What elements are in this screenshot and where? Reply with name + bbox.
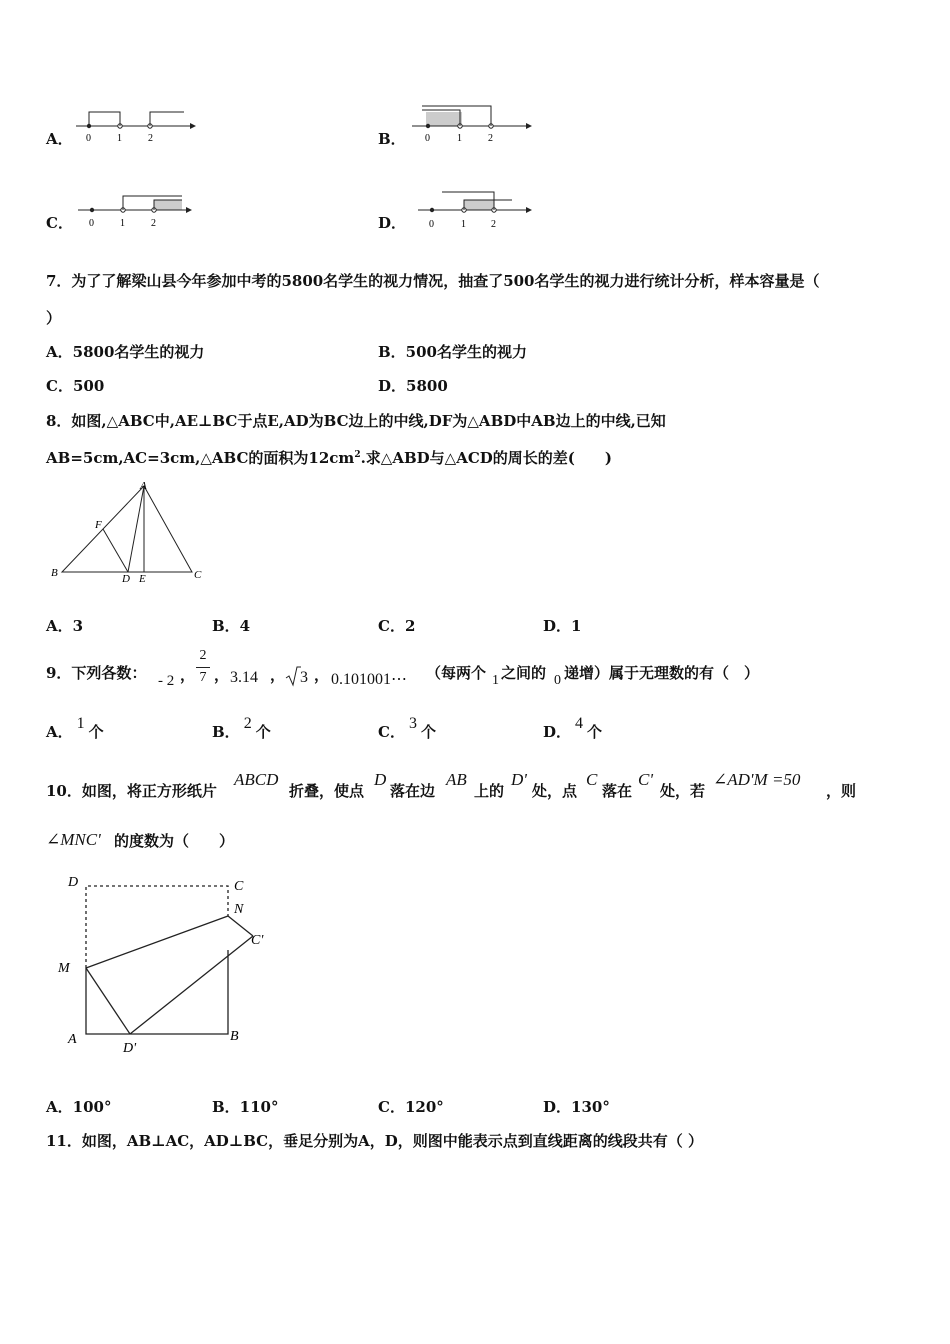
q9-sqrt-sign	[285, 665, 301, 687]
q6-a-tick-2: 2	[148, 133, 153, 144]
q10-math-d-prime: D'	[511, 770, 527, 789]
q10-math-c: C	[586, 770, 598, 789]
q8-line-2-main: AB=5cm,AC=3cm,△ABC的面积为12cm	[46, 449, 355, 467]
q9-option-a[interactable]	[46, 715, 104, 742]
q8-label-f: F	[95, 519, 102, 531]
q9-option-b-letter: B．	[212, 723, 240, 741]
q10-option-c[interactable]: C．120°	[378, 1098, 444, 1116]
q9-note-part-c: 递增）属于无理数的有（ ）	[564, 664, 760, 682]
q7-question-line-2: ）	[46, 309, 62, 327]
q6-option-c-label[interactable]: C．	[46, 214, 73, 232]
q8-option-d[interactable]: D．1	[543, 617, 582, 635]
q6-option-d-label[interactable]: D．	[378, 214, 407, 232]
q8-question-line-1: 8．如图,△ABC中,AE⊥BC于点E,AD为BC边上的中线,DF为△ABD中AB边上的中线,已知	[46, 412, 666, 430]
q9-option-a-letter: A．	[46, 723, 73, 741]
q10-label-m: M	[58, 961, 70, 976]
q8-label-e: E	[139, 573, 146, 585]
q7-option-b[interactable]: B．500名学生的视力	[378, 343, 527, 361]
q10-option-a[interactable]: A．100°	[46, 1098, 112, 1116]
q9-sep-4: ，	[314, 666, 330, 684]
q10-text-6: 落在	[602, 782, 633, 800]
q9-option-b[interactable]	[212, 715, 271, 742]
q9-option-b-number: 2	[243, 715, 252, 732]
q10-option-b[interactable]: B．110°	[212, 1098, 279, 1116]
q8-option-c[interactable]: C．2	[378, 617, 416, 635]
q6-b-tick-1: 1	[457, 133, 462, 144]
q9-note-part-b: 之间的	[501, 664, 547, 682]
q6-d-tick-2: 2	[491, 219, 496, 230]
q6-c-tick-2: 2	[151, 218, 156, 229]
q10-label-c-prime: C'	[251, 933, 264, 948]
q7-question-line-1: 7．为了了解梁山县今年参加中考的5800名学生的视力情况，抽查了500名学生的视力进行统计分析，样本容量是（	[46, 272, 820, 290]
q10-label-n: N	[234, 902, 244, 917]
q6-d-tick-1: 1	[461, 219, 466, 230]
q8-label-a: A	[140, 480, 147, 492]
q10-label-d: D	[68, 875, 79, 890]
q9-option-a-number: 1	[76, 715, 85, 732]
q8-label-d: D	[122, 573, 130, 585]
q6-b-tick-2: 2	[488, 133, 493, 144]
q10-math-c-prime: C'	[638, 770, 653, 789]
q9-sep-1: ，	[180, 666, 196, 684]
q10-math-abcd: ABCD	[234, 770, 279, 789]
q10-square-figure	[50, 868, 280, 1058]
q10-text-9: 的度数为（ ）	[114, 832, 235, 850]
q10-option-d[interactable]: D．130°	[543, 1098, 610, 1116]
q9-option-b-unit: 个	[255, 723, 271, 741]
q6-d-tick-0: 0	[429, 219, 434, 230]
q6-option-d-number-line[interactable]	[414, 186, 544, 236]
q9-fraction-numerator: 2	[199, 648, 207, 663]
q6-a-tick-0: 0	[86, 133, 91, 144]
q9-option-c[interactable]	[378, 715, 436, 742]
q10-label-c: C	[234, 879, 244, 894]
q9-option-d-letter: D．	[543, 723, 572, 741]
q10-text-4: 上的	[474, 782, 505, 800]
q6-option-b-number-line[interactable]	[408, 100, 538, 148]
q10-label-b: B	[230, 1029, 239, 1044]
q10-math-ab: AB	[446, 770, 467, 789]
q7-option-d[interactable]: D．5800	[378, 377, 448, 395]
q6-option-a-label[interactable]: A．	[46, 130, 73, 148]
q10-text-7: 处，若	[660, 782, 706, 800]
q6-a-tick-1: 1	[117, 133, 122, 144]
q9-number-neg-two: - 2	[158, 673, 175, 689]
q11-question-line-1: 11．如图，AB⊥AC，AD⊥BC，垂足分别为A，D，则图中能表示点到直线距离的线段共有（ ）	[46, 1132, 703, 1150]
q10-math-angle: ∠AD'M =50	[713, 770, 801, 789]
q6-b-tick-0: 0	[425, 133, 430, 144]
q7-option-a[interactable]: A．5800名学生的视力	[46, 343, 205, 361]
q9-option-d-number: 4	[575, 715, 584, 732]
q9-fraction-bar	[196, 667, 210, 668]
q10-text-3: 落在边	[390, 782, 436, 800]
q6-option-a-number-line[interactable]	[72, 108, 202, 148]
q9-option-d-unit: 个	[587, 723, 603, 741]
q9-sep-2: ，	[214, 666, 230, 684]
q9-number-repeating: 0.101001⋯	[331, 671, 407, 688]
q9-option-c-letter: C．	[378, 723, 405, 741]
q10-math-d: D	[374, 770, 387, 789]
q10-text-1: 10．如图，将正方形纸片	[46, 782, 217, 800]
q8-option-a[interactable]: A．3	[46, 617, 84, 635]
q9-option-c-unit: 个	[420, 723, 436, 741]
q10-text-5: 处，点	[532, 782, 578, 800]
q8-option-b[interactable]: B．4	[212, 617, 251, 635]
q9-option-a-unit: 个	[88, 723, 104, 741]
q9-sep-3: ，	[270, 666, 286, 684]
q10-label-a: A	[68, 1032, 77, 1047]
q10-math-angle-mnc: ∠MNC'	[46, 830, 101, 849]
q6-option-c-number-line[interactable]	[74, 188, 204, 236]
q8-line-2-superscript: 2	[354, 450, 361, 460]
q10-text-8: ，则	[826, 782, 857, 800]
q8-label-c: C	[194, 569, 202, 581]
q9-option-c-number: 3	[408, 715, 417, 732]
q6-option-b-label[interactable]: B．	[378, 130, 406, 148]
q6-c-tick-1: 1	[120, 218, 125, 229]
q10-label-d-prime: D'	[123, 1041, 137, 1056]
q9-note-part-a: （每两个	[426, 664, 487, 682]
q9-fraction-denominator: 7	[199, 670, 207, 685]
q9-number-3-14: 3.14	[230, 669, 258, 686]
q7-option-c[interactable]: C．500	[46, 377, 105, 395]
q8-label-b: B	[51, 567, 58, 579]
q9-note-digit-one: 1	[492, 673, 499, 688]
q8-line-2-tail: .求△ABD与△ACD的周长的差( )	[360, 449, 612, 467]
q9-sqrt-argument: 3	[300, 669, 308, 686]
q8-triangle-figure	[46, 478, 216, 588]
q9-note-digit-zero: 0	[554, 673, 561, 688]
q6-c-tick-0: 0	[89, 218, 94, 229]
q10-text-2: 折叠，使点	[289, 782, 365, 800]
q9-option-d[interactable]	[543, 715, 603, 742]
q9-question-prefix: 9．下列各数：	[46, 664, 147, 682]
q8-question-line-2	[46, 447, 612, 468]
